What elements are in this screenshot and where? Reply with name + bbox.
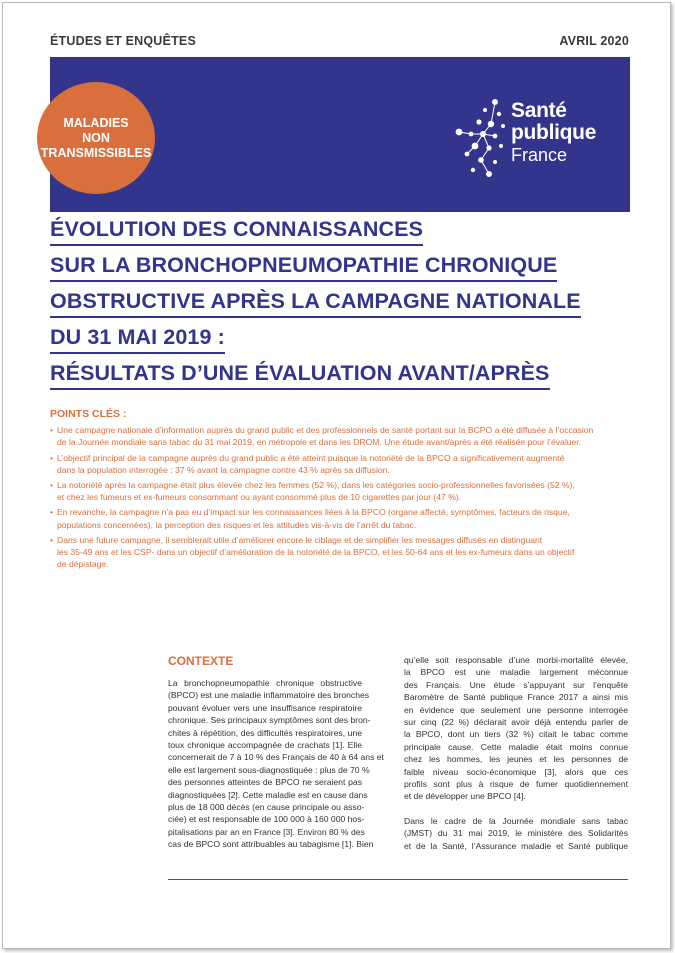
document-category: ÉTUDES ET ENQUÊTES <box>50 34 196 48</box>
paragraph-line: pouvant évoluer vers une insuffisance respiratoire <box>168 702 362 713</box>
paragraph-line: pitalisations par an en France [3]. Environ 80 % des <box>168 826 365 837</box>
title-line: OBSTRUCTIVE APRÈS LA CAMPAGNE NATIONALE <box>50 286 581 318</box>
paragraph-line: et de développer une BPCO [4]. <box>404 791 526 802</box>
paragraph-line: qu’elle soit responsable d’une morbi-mortalité élevée, <box>404 655 628 665</box>
paragraph-line: plus de 18 000 décès (en cause principale ou asso- <box>168 802 365 813</box>
badge-line: TRANSMISSIBLES <box>40 145 152 160</box>
key-point-line: populations concernées), la perception des risques et les attitudes vis-à-vis de l’arrêt du tabac. <box>57 519 417 530</box>
paragraph-line: sur cinq (22 %) déclarait avoir déjà entendu parler de <box>404 717 628 728</box>
key-point <box>50 424 630 448</box>
paragraph-line: principale cause. Cette maladie était moins connue <box>404 741 628 752</box>
paragraph-line: profils sont plus à risque de fumer quotidiennement <box>404 779 628 790</box>
logo-dots-icon <box>455 98 511 178</box>
paragraph-line: (BPCO) est une maladie inflammatoire des bronches <box>168 690 370 701</box>
paragraph-line: Dans le cadre de la Journée mondiale sans tabac <box>404 815 628 826</box>
paragraph-line: toux chronique accompagnée de crachats [1]. Elle <box>168 740 362 751</box>
context-column-left <box>168 654 384 851</box>
context-paragraph <box>404 654 628 803</box>
key-point-line: de dépistage. <box>57 559 109 570</box>
paragraph-line: des personnes atteintes de BPCO ne seraient pas <box>168 777 362 788</box>
key-point-line: • Dans une future campagne, il semblerait utile d’améliorer encore le ciblage et de simplifier les messages diffusés en distinguant <box>57 534 543 545</box>
paragraph-line: La bronchopneumopathie chronique obstructive <box>168 678 362 688</box>
key-point <box>50 506 630 530</box>
key-point <box>50 479 630 503</box>
logo-word: France <box>511 145 568 165</box>
paragraph-line: et de la Santé, l’Assurance maladie et Santé publique <box>404 840 628 851</box>
paragraph-line: elle est largement sous-diagnostiquée : plus de 70 % <box>168 764 370 775</box>
badge-line: MALADIES <box>63 115 129 130</box>
key-points-heading: POINTS CLÉS : <box>50 408 127 420</box>
context-paragraph <box>404 815 628 852</box>
paragraph-line: cas de BPCO sont attribuables au tabagisme [1]. Bien <box>168 839 374 850</box>
topic-badge <box>37 82 155 194</box>
paragraph-line: (JMST) du 31 mai 2019, le ministère des Solidarités <box>404 828 628 839</box>
section-heading-contexte: CONTEXTE <box>168 654 234 668</box>
paragraph-line: chez les hommes, les jeunes et les personnes de <box>404 754 628 765</box>
key-point <box>50 534 630 571</box>
key-points <box>50 408 630 573</box>
paragraph-line: chites à répétition, des difficultés respiratoires, une <box>168 727 362 738</box>
paragraph-line: la BPCO est une maladie largement méconnue <box>404 667 628 678</box>
paragraph-line: concernerait de 7 à 10 % des Français de 40 à 64 ans et <box>168 752 384 763</box>
paragraph-line: en évidence que seulement une personne interrogée <box>404 704 628 715</box>
paragraph-line: chronique. Ses principaux symptômes sont des bron- <box>168 715 371 726</box>
document-date: AVRIL 2020 <box>559 34 629 48</box>
key-point-line: • Une campagne nationale d’information auprès du grand public et des professionnels de santé portant sur la BCPO a été diffusée à l’occasion <box>57 425 594 436</box>
paragraph-line: diagnostiquées [2]. Cette maladie est en cause dans <box>168 789 368 800</box>
key-point-line: • En revanche, la campagne n’a pas eu d’impact sur les connaissances liées à la BPCO (organe affecté, symptômes, facteurs de risque, <box>57 507 570 518</box>
key-point-line: dans la population interrogée : 37 % avant la campagne contre 43 % après sa diffusion. <box>57 464 390 475</box>
badge-line: NON <box>82 130 110 145</box>
title-line: DU 31 MAI 2019 : <box>50 322 225 354</box>
logo-word: Santé <box>511 99 567 122</box>
paragraph-line: Baromètre de Santé publique France 2017 a ainsi mis <box>404 692 628 703</box>
context-paragraph <box>168 677 384 851</box>
key-point <box>50 452 630 476</box>
title-line: RÉSULTATS D’UNE ÉVALUATION AVANT/APRÈS <box>50 358 550 390</box>
paragraph-line: ciée) et est responsable de 100 000 à 160 000 hos- <box>168 814 365 825</box>
sante-publique-france-logo <box>455 98 605 178</box>
paragraph-line: la BPCO, dont un tiers (32 %) citait le tabac comme <box>404 729 628 740</box>
key-point-line: • La notoriété après la campagne était plus élevée chez les femmes (52 %), dans les catégories socio-professionnelles favorisées (52 %), <box>57 480 575 491</box>
key-point-line: de la Journée mondiale sans tabac du 31 mai 2019, en métropole et dans les DROM. Une étude avant/après a été réalisée pour l’évaluer. <box>57 437 582 448</box>
logo-wordmark <box>511 100 596 166</box>
key-point-line: et chez les fumeurs et ex-fumeurs consommant ou ayant consommé plus de 10 cigarettes par jour (47 %). <box>57 492 462 503</box>
document-title <box>50 214 630 394</box>
paragraph-line: faible niveau socio-économique [3], alors que ces <box>404 766 628 777</box>
title-line: ÉVOLUTION DES CONNAISSANCES <box>50 214 423 246</box>
key-point-line: • L’objectif principal de la campagne auprès du grand public a été atteint puisque la notoriété de la BPCO a significativement augmenté <box>57 452 565 463</box>
key-point-line: les 35-49 ans et les CSP- dans un objectif d’amélioration de la notoriété de la BPCO, et les 50-64 ans et les ex-fumeurs dans un objectif <box>57 547 575 558</box>
context-column-right <box>404 654 628 852</box>
logo-word: publique <box>511 121 597 144</box>
title-line: SUR LA BRONCHOPNEUMOPATHIE CHRONIQUE <box>50 250 557 282</box>
footer-rule <box>168 879 628 880</box>
paragraph-line: des Français. Une étude s’appuyant sur l’enquête <box>404 679 628 690</box>
